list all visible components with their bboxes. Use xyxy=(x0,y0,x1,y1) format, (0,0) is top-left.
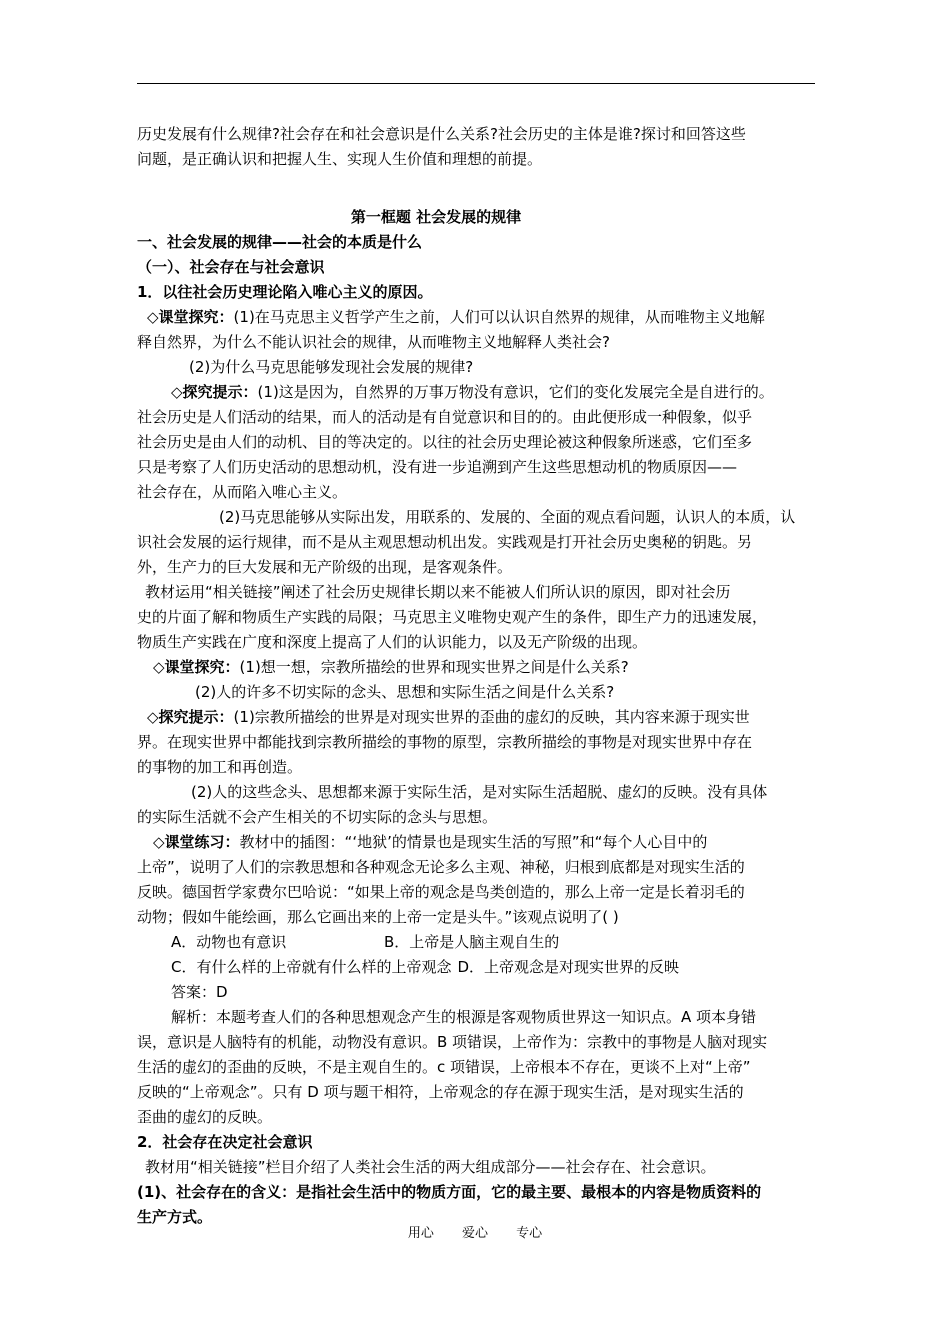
lesson-title: 第一框题 社会发展的规律 xyxy=(350,208,522,226)
textbook-text: 物质生产实践在广度和深度上提高了人们的认识能力，以及无产阶级的出现。 xyxy=(137,633,648,651)
hint-text: (1)这是因为，自然界的万事万物没有意识，它们的变化发展完全是自进行的。 xyxy=(257,383,774,401)
textbook-text: 教材用“相关链接”栏目介绍了人类社会生活的两大组成部分——社会存在、社会意识。 xyxy=(145,1158,716,1176)
subsection-heading: （一）、社会存在与社会意识 xyxy=(137,258,325,276)
hint-text: 的事物的加工和再创造。 xyxy=(137,758,303,776)
point-heading: 1．以往社会历史理论陷入唯心主义的原因。 xyxy=(137,283,433,301)
hint-text: 识社会发展的运行规律，而不是从主观思想动机出发。实践观是打开社会历史奥秘的钥匙。另 xyxy=(137,533,753,551)
hint-answer xyxy=(137,380,815,405)
explore-label: ◇课堂探究： xyxy=(147,308,234,326)
analysis-text: 反映的“上帝观念”。只有 D 项与题干相符，上帝观念的存在源于现实生活，是对现实生活的 xyxy=(137,1083,744,1101)
hint-text: 只是考察了人们历史活动的思想动机，没有进一步追溯到产生这些思想动机的物质原因—— xyxy=(137,458,738,476)
explore-text: (2)为什么马克思能够发现社会发展的规律? xyxy=(189,358,474,376)
explore-question xyxy=(137,305,815,330)
option-b: B．上帝是人脑主观自生的 xyxy=(384,933,560,951)
textbook-text: 教材运用“相关链接”阐述了社会历史规律长期以来不能被人们所认识的原因，即对社会历 xyxy=(145,583,731,601)
exercise-text: 上帝”，说明了人们的宗教思想和各种观念无论多么主观、神秘，归根到底都是对现实生活的 xyxy=(137,858,745,876)
textbook-text: 史的片面了解和物质生产实践的局限；马克思主义唯物史观产生的条件，即生产力的迅速发展， xyxy=(137,608,768,626)
analysis-text: 解析：本题考查人们的各种思想观念产生的根源是客观物质世界这一知识点。A 项本身错 xyxy=(171,1008,757,1026)
explore-text: 释自然界，为什么不能认识社会的规律，从而唯物主义地解释人类社会? xyxy=(137,333,610,351)
hint-text: 社会存在，从而陷入唯心主义。 xyxy=(137,483,348,501)
explore-question xyxy=(137,655,815,680)
analysis-text: 歪曲的虚幻的反映。 xyxy=(137,1108,273,1126)
options-row xyxy=(137,955,815,980)
hint-label: ◇探究提示： xyxy=(147,708,234,726)
option-a: A．动物也有意识 xyxy=(171,933,287,951)
exercise-question xyxy=(137,830,815,855)
header-rule xyxy=(137,83,815,84)
hint-text: 社会历史是由人们的动机、目的等决定的。以往的社会历史理论被这种假象所迷惑，它们至多 xyxy=(137,433,753,451)
exercise-label: ◇课堂练习： xyxy=(153,833,240,851)
document-body xyxy=(137,122,815,1230)
hint-text: 界。在现实世界中都能找到宗教所描绘的事物的原型，宗教所描绘的事物是对现实世界中存在 xyxy=(137,733,753,751)
intro-line: 问题，是正确认识和把握人生、实现人生价值和理想的前提。 xyxy=(137,150,543,168)
footer-word: 专心 xyxy=(516,1226,543,1241)
options-row xyxy=(137,930,815,955)
point-heading: 2．社会存在决定社会意识 xyxy=(137,1133,313,1151)
explore-text: (1)在马克思主义哲学产生之前，人们可以认识自然界的规律，从而唯物主义地解 xyxy=(233,308,765,326)
definition-text: (1)、社会存在的含义：是指社会生活中的物质方面，它的最主要、最根本的内容是物质资料的 xyxy=(137,1183,762,1201)
answer: 答案：D xyxy=(171,983,228,1001)
section-heading: 一、社会发展的规律——社会的本质是什么 xyxy=(137,233,423,251)
explore-label: ◇课堂探究： xyxy=(153,658,240,676)
hint-label: ◇探究提示： xyxy=(171,383,258,401)
hint-text: (2)人的这些念头、思想都来源于实际生活，是对实际生活超脱、虚幻的反映。没有具体 xyxy=(191,783,768,801)
explore-text: (1)想一想，宗教所描绘的世界和现实世界之间是什么关系? xyxy=(239,658,629,676)
hint-text: 社会历史是人们活动的结果，而人的活动是有自觉意识和目的的。由此便形成一种假象，似乎 xyxy=(137,408,753,426)
page-footer xyxy=(0,1222,950,1241)
analysis-text: 误，意识是人脑特有的机能，动物没有意识。B 项错误，上帝作为：宗教中的事物是人脑对现实 xyxy=(137,1033,768,1051)
definition-text: 生产方式。 xyxy=(137,1208,213,1226)
exercise-text: 动物；假如牛能绘画，那么它画出来的上帝一定是头牛。”该观点说明了( ) xyxy=(137,908,619,926)
intro-line: 历史发展有什么规律?社会存在和社会意识是什么关系?社会历史的主体是谁?探讨和回答这些 xyxy=(137,125,746,143)
hint-text: 外，生产力的巨大发展和无产阶级的出现，是客观条件。 xyxy=(137,558,513,576)
footer-word: 用心 xyxy=(407,1226,434,1241)
exercise-text: 反映。德国哲学家费尔巴哈说：“如果上帝的观念是鸟类创造的，那么上帝一定是长着羽毛的 xyxy=(137,883,745,901)
hint-answer xyxy=(137,705,815,730)
hint-text: (1)宗教所描绘的世界是对现实世界的歪曲的虚幻的反映，其内容来源于现实世 xyxy=(233,708,750,726)
option-c: C．有什么样的上帝就有什么样的上帝观念 xyxy=(171,958,452,976)
option-d: D．上帝观念是对现实世界的反映 xyxy=(457,958,680,976)
hint-text: (2)马克思能够从实际出发，用联系的、发展的、全面的观点看问题，认识人的本质，认 xyxy=(219,508,796,526)
hint-text: 的实际生活就不会产生相关的不切实际的念头与思想。 xyxy=(137,808,498,826)
exercise-text: 教材中的插图：“‘地狱’的情景也是现实生活的写照”和“每个人心目中的 xyxy=(239,833,708,851)
explore-text: (2)人的许多不切实际的念头、思想和实际生活之间是什么关系? xyxy=(195,683,615,701)
footer-word: 爱心 xyxy=(461,1226,488,1241)
analysis-text: 生活的虚幻的歪曲的反映，不是主观自生的。c 项错误，上帝根本不存在，更谈不上对“上帝” xyxy=(137,1058,751,1076)
